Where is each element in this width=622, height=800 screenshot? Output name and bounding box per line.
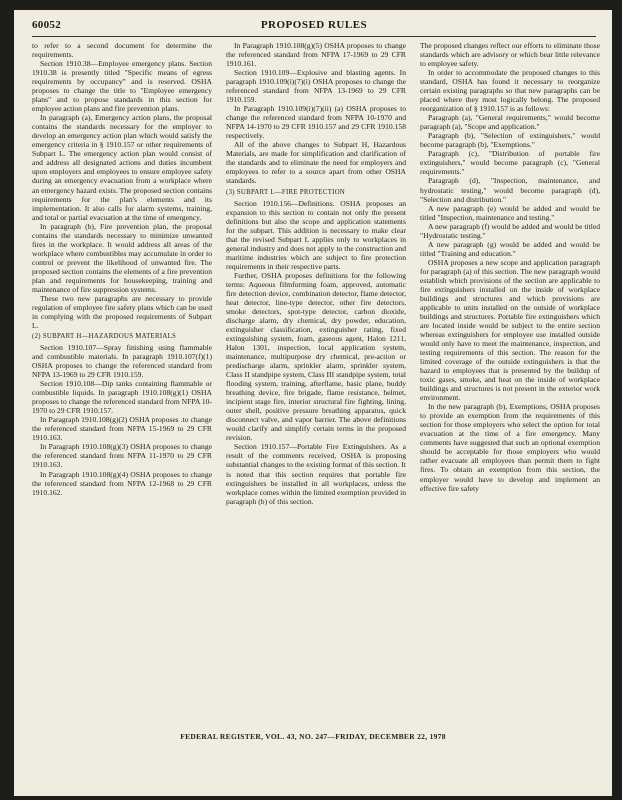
paragraph: In Paragraph 1910.109(i)(7)(ii) (a) OSHA proposes to change the referenced standard from NFPA 10-1970 and NFPA 14-1970 to 29 CFR 1910.157 and 29 CFR 1910.158 respectively. — [226, 104, 406, 141]
document-page — [14, 10, 612, 796]
paragraph: Paragraph (d), "Inspection, maintenance, and hydrostatic testing," would become paragraph (d), "Selection and distribution." — [420, 176, 600, 204]
paragraph: to refer to a second document for determine the requirements. — [32, 41, 212, 60]
paragraph: A new paragraph (f) would be added and would be titled "Hydrostatic testing." — [420, 221, 600, 240]
paragraph: A new paragraph (g) would be added and would be titled "Training and education." — [420, 239, 600, 258]
paragraph: Paragraph (b), "Selection of extinguishers," would become paragraph (b), "Exemptions." — [420, 131, 600, 150]
paragraph: All of the above changes to Subpart H, Hazardous Materials, are made for simplification and clarification of the standards and to eliminate the need for employers and employees to refer to a source apart from other OSHA standards. — [226, 140, 406, 186]
paragraph: Section 1910.109—Explosive and blasting agents. In paragraph 1910.109(i)(7)(i) OSHA proposes to change the referenced standard from NFPA 13-1969 to 29 CFR 1910.159. — [226, 68, 406, 105]
text-column-3 — [420, 41, 600, 721]
text-column-1 — [32, 41, 212, 721]
paragraph: In paragraph (a), Emergency action plans, the proposal contains the standards necessary for the employer to develop an emergency action plan which would satisfy the emergency criteria in § 1910.157 or other requirements of Subpart L. The emergency action plan would consist of and address all designated actions and duties incumbent upon employers and employees to ensure employee safety during an emergency evacuation from a workplace where an emergency hazard exists. The proposed section contains requirements for the plan's elements and its implementation. It also calls for alarm systems, training, and total or partial evacuation at the time of emergency. — [32, 113, 212, 222]
paragraph: Section 1910.157—Portable Fire Extinguishers. As a result of the comments received, OSHA is proposing substantial changes to the existing format of this section. It is noted that this section requires that portable fire extinguishers be installed in all workplaces, unless the workplace comes within the limited exemption provided in paragraph (b) of this section. — [226, 442, 406, 506]
paragraph: In Paragraph 1910.108(g)(4) OSHA proposes to change the referenced standard from NFPA 12-1968 to 29 CFR 1910.162. — [32, 469, 212, 497]
paragraph: In Paragraph 1910.108(g)(5) OSHA proposes to change the referenced standard from NFPA 17-1969 to 29 CFR 1910.161. — [226, 41, 406, 69]
paragraph: Section 1910.108—Dip tanks containing flammable or combustible liquids. In paragraph 1910.108(g)(1) OSHA proposes to change the referenced standard from NFPA 10-1970 to 29 CFR 1910.157. — [32, 379, 212, 416]
page-header — [32, 19, 596, 35]
paragraph: In the new paragraph (b), Exemptions, OSHA proposes to provide an exemption from the requirements of this section for those employers who select the option for total evacuation at the time of a fire emergency. Many comments have suggested that such an optional exemption should be acceptable for those employers who would rather evacuate all employees than permit them to fight fires. To obtain an exemption from this section, the employer would have to develop and implement an effective fire safety — [420, 402, 600, 493]
paragraph: In paragraph (b), Fire prevention plan, the proposal contains the standards necessary to minimize unwanted fires in the workplace. It would address all areas of the workplace where combustibles may accumulate in order to control or prevent the likelihood of unwanted fire. The proposed section contains the elements of a fire prevention plan and requirements for housekeeping, training and maintenance of fire suppression systems. — [32, 221, 212, 294]
section-heading: (2) SUBPART H—HAZARDOUS MATERIALS — [32, 333, 177, 340]
text-column-2 — [226, 41, 406, 721]
paragraph: Paragraph (a), "General requirements," would become paragraph (a), "Scope and application." — [420, 113, 600, 132]
paragraph: In Paragraph 1910.108(g)(2) OSHA proposes .to change the referenced standard from NFPA 15-1969 to 29 CFR 1910.163. — [32, 415, 212, 443]
paragraph: Paragraph (c), "Distribution of portable fire extinguishers," would become paragraph (c), "General requirements." — [420, 149, 600, 177]
paragraph: A new paragraph (e) would be added and would be titled "Inspection, maintenance and testing." — [420, 203, 600, 222]
paragraph: These two new paragraphs are necessary to provide regulation of employee fire safety plans which can be used in complying with the proposed requirements of Subpart L. — [32, 293, 212, 330]
page-title: PROPOSED RULES — [260, 19, 368, 31]
page-footer: FEDERAL REGISTER, VOL. 43, NO. 247—FRIDAY, DECEMBER 22, 1978 — [180, 732, 446, 741]
paragraph: Section 1910.156—Definitions. OSHA proposes an expansion to this section to contain not only the present definitions but also the scope and application statements for the subpart. This addition is necessary to make clear that the revised Subpart L applies only to workplaces in general industry and does not apply to the construction and maritime industries which are subject to fire protection requirements in their respective parts. — [226, 198, 406, 271]
paragraph: Section 1910.38—Employee emergency plans. Section 1910.38 is presently titled "Specific means of egress requirements by occupancy" and is reserved. OSHA proposes to change the title to "Employee emergency plans" and to propose standards in this section for employee action plans and fire prevention plans. — [32, 59, 212, 114]
page-number: 60052 — [32, 19, 61, 31]
paragraph: In order to accommodate the proposed changes to this standard, OSHA has found it necessary to reorganize certain existing paragraphs so that new paragraphs can be placed where they most logically belong. The proposed reorganization of § 1910.157 is as follows: — [420, 68, 600, 114]
paragraph: Section 1910.107—Spray finishing using flammable and combustible materials. In paragraph 1910.107(f)(1) OSHA proposes to change the referenced standard from NFPA 13-1969 to 29 CFR 1910.159. — [32, 343, 212, 380]
paragraph: OSHA proposes a new scope and application paragraph for paragraph (a) of this section. The new paragraph would establish which provisions of the section are applicable to fire extinguishers installed on the inside of workplace buildings and structures and which provisions are applicable to units installed on the outside of workplace buildings and structures. Portable fire extinguishers which are located inside would be subject to the entire section whereas extinguishers for employee use installed outside would only have to meet the maintenance, inspection, and testing requirements of this section. The reason for the limited coverage of the outside extinguishers is that the hazard to employees that is presented by the buildup of toxic gases, smoke, and heat on the inside of workplace buildings and structures is not present in the exterior work environment. — [420, 257, 600, 403]
paragraph: The proposed changes reflect our efforts to eliminate those standards which are advisory or which bear little relevance to employee safety. — [420, 41, 600, 69]
paragraph: Further, OSHA proposes definitions for the following terms: Aqueous filmforming foam, approved, automatic fire detection device, combination detector, flame detector, heat detector, line-type detector, other fire detectors, smoke detectors, spot-type detector, carbon dioxide, discharge alarm, dry chemical, dry powder, education, extinguisher classification, extinguisher rating, fixed extinguishing system, foam, gaseous agent, Halon 1211, Halon 1301, inspection, local application system, maintenance, multipurpose dry chemical, pre-action or predischarge alarm, sprinkler alarm, sprinkler system, Class II standpipe system, Class III standpipe system, total flooding system, training, afterflame, basic plane, buddy breathing device, fire brigade, flame resistance, helmet, incipient stage fire, interior structural fire fighting, lining, outer shell, positive pressure breathing apparatus, quick disconnect valve, and vapor barrier. The above definitions would clarify and simplify certain terms in the proposed revision. — [226, 270, 406, 443]
paragraph: In Paragraph 1910.108(g)(3) OSHA proposes to change the referenced standard from NFPA 11-1970 to 29 CFR 1910.163. — [32, 442, 212, 470]
header-rule — [32, 36, 596, 37]
section-heading: (3) SUBPART L—FIRE PROTECTION — [226, 188, 346, 196]
